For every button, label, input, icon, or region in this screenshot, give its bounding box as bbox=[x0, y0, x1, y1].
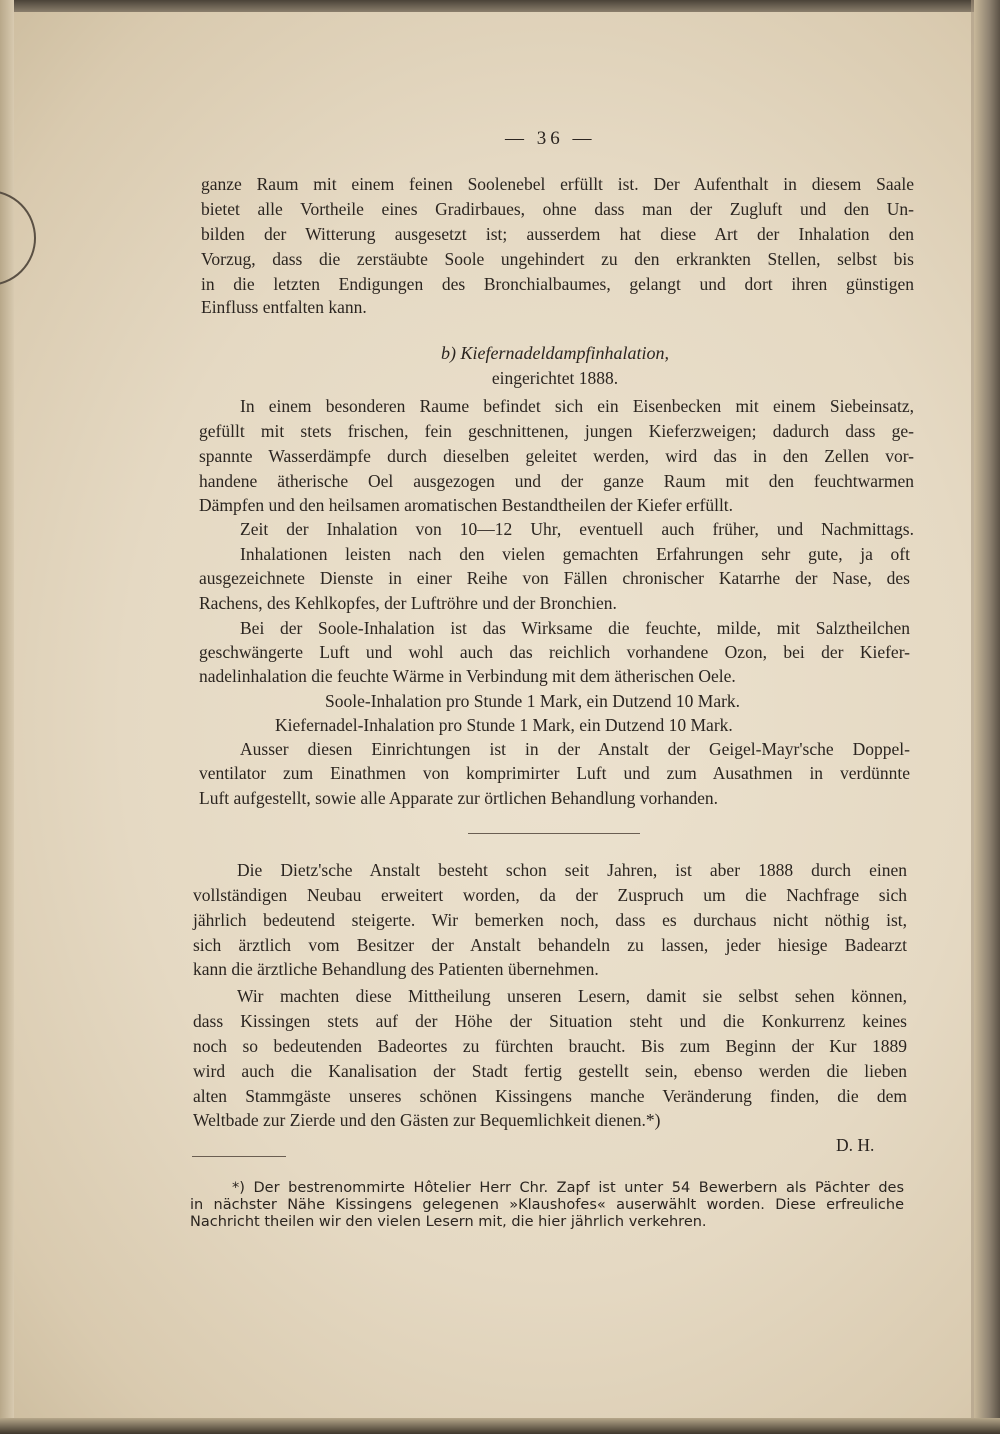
text-line: ganze Raum mit einem feinen Soolenebel erfüllt ist. Der Aufenthalt in diesem Saale bbox=[201, 174, 914, 194]
text-line: Rachens, des Kehlkopfes, der Luftröhre und der Bronchien. bbox=[199, 593, 617, 613]
text-line: vollständigen Neubau erweitert worden, da der Zuspruch um die Nachfrage sich bbox=[193, 885, 907, 905]
text-line: ausgezeichnete Dienste in einer Reihe von Fällen chronischer Katarrhe der Nase, des bbox=[199, 568, 910, 588]
binding-clip-mark bbox=[0, 190, 36, 286]
text-line: sich ärztlich vom Besitzer der Anstalt behandeln zu lassen, jeder hiesige Badearzt bbox=[193, 935, 907, 955]
text-line: Zeit der Inhalation von 10—12 Uhr, eventuell auch früher, und Nachmittags. bbox=[240, 519, 914, 539]
text-line: Die Dietz'sche Anstalt besteht schon seit Jahren, ist aber 1888 durch einen bbox=[237, 860, 907, 880]
text-line: alten Stammgäste unseres schönen Kissingens manche Veränderung finden, die dem bbox=[193, 1086, 907, 1106]
text-line: bietet alle Vortheile eines Gradirbaues, ohne dass man der Zugluft und den Un- bbox=[201, 199, 914, 219]
section-heading: b) Kiefernadeldampfinhalation, bbox=[441, 343, 669, 363]
text-line: Weltbade zur Zierde und den Gästen zur Bequemlichkeit dienen.*) bbox=[193, 1110, 661, 1130]
text-line: wird auch die Kanalisation der Stadt fertig gestellt sein, ebenso werden die lieben bbox=[193, 1061, 907, 1081]
price-line: Kiefernadel-Inhalation pro Stunde 1 Mark, ein Dutzend 10 Mark. bbox=[275, 715, 733, 735]
section-divider bbox=[468, 833, 640, 834]
section-subheading: eingerichtet 1888. bbox=[491, 368, 619, 388]
text-line: Ausser diesen Einrichtungen ist in der Anstalt der Geigel-Mayr'sche Doppel- bbox=[240, 739, 910, 759]
footnote-line: in nächster Nähe Kissingens gelegenen »Klaushofes« auserwählt worden. Diese erfreuliche bbox=[190, 1197, 904, 1213]
text-line: gefüllt mit stets frischen, fein geschnittenen, jungen Kieferzweigen; dadurch dass ge- bbox=[199, 421, 914, 441]
text-line: Wir machten diese Mittheilung unseren Lesern, damit sie selbst sehen können, bbox=[237, 986, 907, 1006]
footnote-line: Nachricht theilen wir den vielen Lesern mit, die hier jährlich verkehren. bbox=[190, 1214, 707, 1230]
text-line: handene ätherische Oel ausgezogen und der ganze Raum mit den feuchtwarmen bbox=[199, 471, 914, 491]
text-line: in die letzten Endigungen des Bronchialbaumes, gelangt und dort ihren günstigen bbox=[201, 274, 914, 294]
author-signature: D. H. bbox=[836, 1135, 875, 1155]
text-line: Inhalationen leisten nach den vielen gemachten Erfahrungen sehr gute, ja oft bbox=[240, 544, 910, 564]
page-top-edge bbox=[0, 0, 1000, 12]
text-line: noch so bedeutenden Badeortes zu fürchten braucht. Bis zum Beginn der Kur 1889 bbox=[193, 1036, 907, 1056]
text-line: Einfluss entfalten kann. bbox=[201, 297, 367, 317]
text-line: geschwängerte Luft und wohl auch das reichlich vorhandene Ozon, bei der Kiefer- bbox=[199, 642, 910, 662]
page-number: — 36 — bbox=[505, 128, 596, 149]
text-line: In einem besonderen Raume befindet sich ein Eisenbecken mit einem Siebeinsatz, bbox=[240, 396, 914, 416]
text-line: Luft aufgestellt, sowie alle Apparate zur örtlichen Behandlung vorhanden. bbox=[199, 788, 718, 808]
text-line: nadelinhalation die feuchte Wärme in Verbindung mit dem ätherischen Oele. bbox=[199, 666, 736, 686]
footnote-line: *) Der bestrenommirte Hôtelier Herr Chr. Zapf ist unter 54 Bewerbern als Pächter des bbox=[232, 1180, 904, 1196]
text-line: Bei der Soole-Inhalation ist das Wirksame die feuchte, milde, mit Salztheilchen bbox=[240, 618, 910, 638]
text-line: Dämpfen und den heilsamen aromatischen Bestandtheilen der Kiefer erfüllt. bbox=[199, 495, 734, 515]
page-right-edge bbox=[974, 0, 1000, 1434]
price-line: Soole-Inhalation pro Stunde 1 Mark, ein Dutzend 10 Mark. bbox=[325, 691, 741, 711]
text-line: ventilator zum Einathmen von komprimirter Luft und zum Ausathmen in verdünnte bbox=[199, 763, 910, 783]
text-line: bilden der Witterung ausgesetzt ist; ausserdem hat diese Art der Inhalation den bbox=[201, 224, 914, 244]
footnote-divider bbox=[192, 1156, 286, 1157]
text-line: spannte Wasserdämpfe durch dieselben geleitet werden, wird das in den Zellen vor- bbox=[199, 446, 914, 466]
text-line: dass Kissingen stets auf der Höhe der Situation steht und die Konkurrenz keines bbox=[193, 1011, 907, 1031]
text-line: kann die ärztliche Behandlung des Patienten übernehmen. bbox=[193, 959, 599, 979]
page-bottom-edge bbox=[0, 1418, 1000, 1434]
text-line: Vorzug, dass die zerstäubte Soole ungehindert zu den erkrankten Stellen, selbst bis bbox=[201, 249, 914, 269]
text-line: jährlich bedeutend steigerte. Wir bemerken noch, dass es durchaus nicht nöthig ist, bbox=[193, 910, 907, 930]
